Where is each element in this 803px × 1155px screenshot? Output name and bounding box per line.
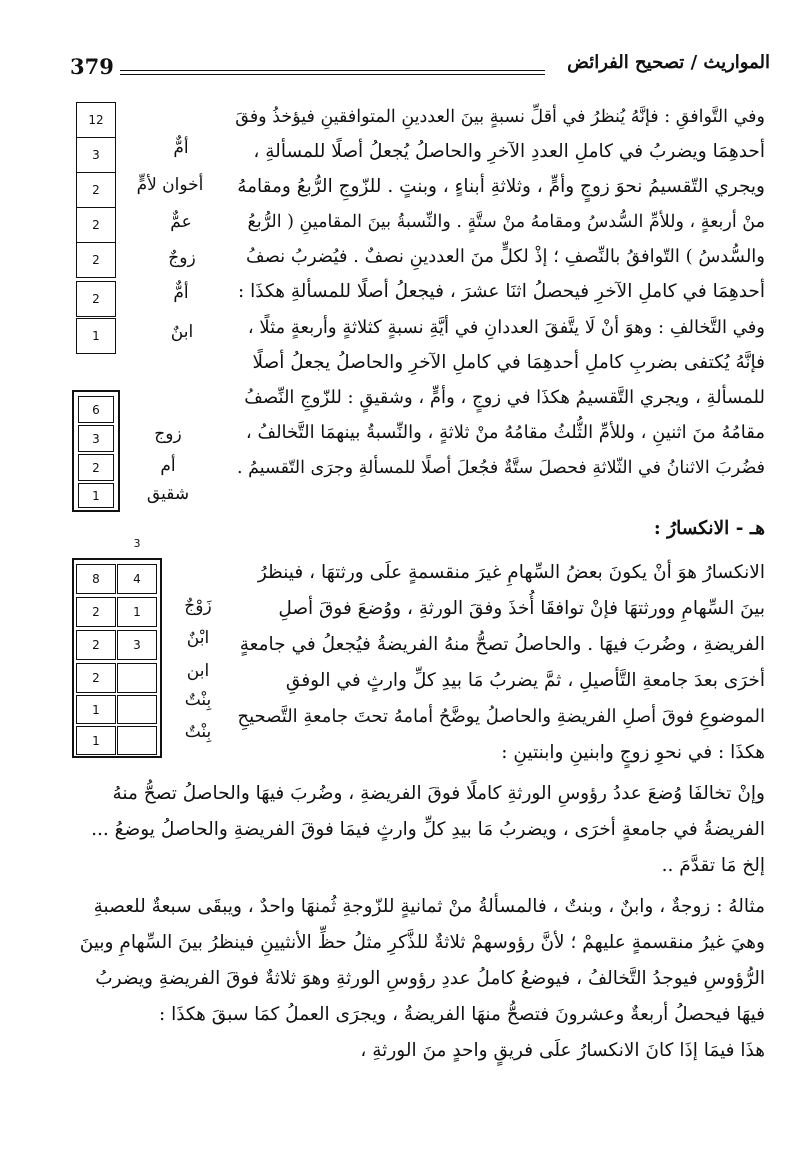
text-line: والسُّدسُ ) التّوافقُ بالنِّصفِ ؛ إذْ لكلٍّ منَ العددينِ نصفٌ . فيُضربُ نصفُ [245, 246, 765, 267]
text-line: أحدهِمَا ويضربُ في كاملِ العددِ الآخرِ والحاصلُ يُجعلُ أصلًا للمسألةِ ، [253, 141, 765, 162]
table-cell: 1 [117, 597, 157, 627]
table-cell: 2 [76, 663, 116, 693]
text-line: للمسألةِ ، ويجري التَّقسيمُ هكذَا في زوجٍ ، وأمٍّ ، وشقيقٍ : للزّوجِ النِّصفُ [244, 387, 765, 408]
heir-label: أمٌّ [173, 138, 189, 158]
page-header [70, 52, 770, 84]
section-heading: هـ - الانكسارُ : [653, 518, 765, 539]
text-line: وإنْ تخالفَا وُضعَ عددُ رؤوسِ الورثةِ كاملًا فوقَ الفريضةِ ، وضُربَ فيهَا والحاصلُ تصحُّ منهُ [112, 783, 765, 804]
heir-label: أمٌّ [173, 283, 189, 303]
table-cell: 1 [76, 695, 116, 724]
text-line: الفريضةُ في جامعةٍ أخرَى ، ويضربُ مَا بيدِ كلِّ وارثٍ فيمَا فوقَ الفريضةِ والحاصلُ يوضعُ ... [91, 819, 765, 840]
text-line: وفي التَّوافقِ : فإنَّهُ يُنظرُ في أقلِّ نسبةٍ بينَ العددينِ المتوافقينِ فيؤخذُ وفقَ [235, 107, 765, 127]
text-line: الرُّؤوسِ فيوجدُ التَّخالفُ ، فيوضعُ كاملُ عددِ رؤوسِ الورثةِ وهوَ ثلاثةٌ فوقَ الفريضةِ ويضربُ [95, 968, 765, 989]
table-cell: 1 [76, 318, 116, 354]
text-line: فإنَّهُ يُكتفى بضربِ كاملِ أحدهِمَا في كاملِ الآخرِ والحاصلُ يجعلُ أصلًا [252, 352, 765, 373]
heir-label: بِنْتٌ [184, 722, 212, 742]
text-line: فيهَا فيحصلُ أربعةٌ وعشرونَ فتصحُّ منهَا الفريضةُ ، ويجرَى العملُ كمَا سبقَ هكذَا : [158, 1004, 765, 1025]
text-line: هذَا فيمَا إذَا كانَ الانكسارُ علَى فريقٍ واحدٍ منَ الورثةِ ، [360, 1040, 765, 1061]
table-cell [117, 695, 157, 724]
table-cell: 3 [78, 425, 114, 452]
text-line: هكذَا : في نحوِ زوجٍ وابنينِ وابنتينِ : [501, 742, 765, 763]
header-rule [120, 70, 545, 71]
text-line: الفريضةِ ، وضُربَ فيهَا . والحاصلُ تصحُّ منهُ الفريضةُ فيُجعلُ في جامعةٍ [239, 634, 765, 655]
text-line: إلخ مَا تقدَّمَ .. [661, 855, 765, 876]
table-cell [117, 726, 157, 755]
table-cell: 12 [76, 102, 116, 138]
heir-label: أم [160, 456, 176, 476]
text-line: وهيَ غيرُ منقسمةٍ عليهمْ ؛ لأنَّ رؤوسهمْ ثلاثةٌ للذَّكرِ مثلُ حظِّ الأنثيينِ فينظرُ بينَ السِّهامِ وبينَ [79, 932, 765, 953]
running-title: المواريث / تصحيح الفرائض [567, 52, 770, 73]
heir-label: ابن [186, 661, 210, 681]
heir-label: زَوْجٌ [184, 596, 212, 616]
text-line: الموضوعِ فوقَ أصلِ الفريضةِ والحاصلُ يوضَّحُ أمامهُ تحتَ جامعةِ التَّصحيحِ [237, 706, 765, 727]
table-cell: 2 [76, 630, 116, 660]
table-cell: 2 [76, 172, 116, 208]
table-cell: 1 [78, 483, 114, 508]
table-cell: 2 [76, 597, 116, 627]
heir-label: بِنْتٌ [184, 690, 212, 710]
text-line: فضُربَ الاثنانُ في الثّلاثةِ فحصلَ ستَّةٌ فجُعلَ أصلًا للمسألةِ وجرَى التّقسيمُ . [236, 458, 765, 478]
heir-label: زوج [154, 424, 182, 444]
table-cell: 4 [117, 564, 157, 594]
text-line: الانكسارُ هوَ أنْ يكونَ بعضُ السِّهامِ غيرَ منقسمةٍ علَى ورثتهَا ، فينظرُ [257, 562, 765, 583]
text-line: بينَ السِّهامِ وورثتهَا فإنْ توافقَا أُخذَ وفقَ الورثةِ ، ووُضعَ فوقَ أصلِ [278, 598, 765, 619]
heir-label: شقيق [146, 484, 190, 504]
text-line: وفي التَّخالفِ : وهوَ أنْ لَا يتَّفقَ العددانِ في أيَّةِ نسبةٍ كثلاثةٍ وأربعةٍ مثلًا ، [247, 317, 765, 338]
table-cell: 8 [76, 564, 116, 594]
table-cell: 3 [76, 137, 116, 173]
text-line: ويجري التّقسيمُ نحوَ زوجٍ وأمٍّ ، وثلاثةِ أبناءٍ ، وبنتٍ . للزّوجِ الرُّبعُ ومقامهُ [237, 176, 765, 197]
heir-label: أخوان لأمٍّ [136, 175, 204, 195]
text-line: أخرَى بعدَ جامعةِ التَّأصيلِ ، ثمَّ يضربُ مَا بيدِ كلِّ وارثٍ في الوفقِ [285, 670, 765, 691]
table-cell: 1 [76, 726, 116, 755]
table-cell: 2 [78, 454, 114, 481]
table-cell: 3 [117, 630, 157, 660]
table-cell: 2 [76, 281, 116, 317]
table-cell: 2 [76, 207, 116, 243]
heir-label: عمٌّ [170, 212, 192, 232]
multiplier-note: 3 [133, 537, 141, 550]
heir-label: ابْنٌ [186, 628, 210, 648]
table-cell: 6 [78, 396, 114, 423]
text-line: أحدهِمَا في كاملِ الآخرِ فيحصلُ اثنَا عشرَ ، فيجعلُ أصلًا للمسألةِ هكذَا : [238, 281, 765, 302]
heir-label: زوجٌ [168, 248, 196, 268]
page-number: 379 [70, 54, 114, 79]
header-rule [120, 74, 545, 75]
text-line: مقامُهُ منَ اثنينِ ، وللأمِّ الثُّلثُ مقامُهُ منْ ثلاثةٍ ، والنِّسبةُ بينهمَا التَّخالفُ ، [245, 422, 765, 443]
text-line: منْ أربعةٍ ، وللأمِّ السُّدسُ ومقامهُ منْ ستَّةٍ . والنِّسبةُ بينَ المقامينِ ( الرُّبعُ [247, 212, 765, 232]
table-cell [117, 663, 157, 693]
heir-label: ابنٌ [170, 322, 194, 342]
text-line: مثالهُ : زوجةٌ ، وابنٌ ، وبنتٌ ، فالمسألةُ منْ ثمانيةٍ للزّوجةِ ثُمنهَا واحدٌ ، ويبقَى سبعةٌ للعصبةِ [93, 896, 765, 917]
table-cell: 2 [76, 242, 116, 278]
